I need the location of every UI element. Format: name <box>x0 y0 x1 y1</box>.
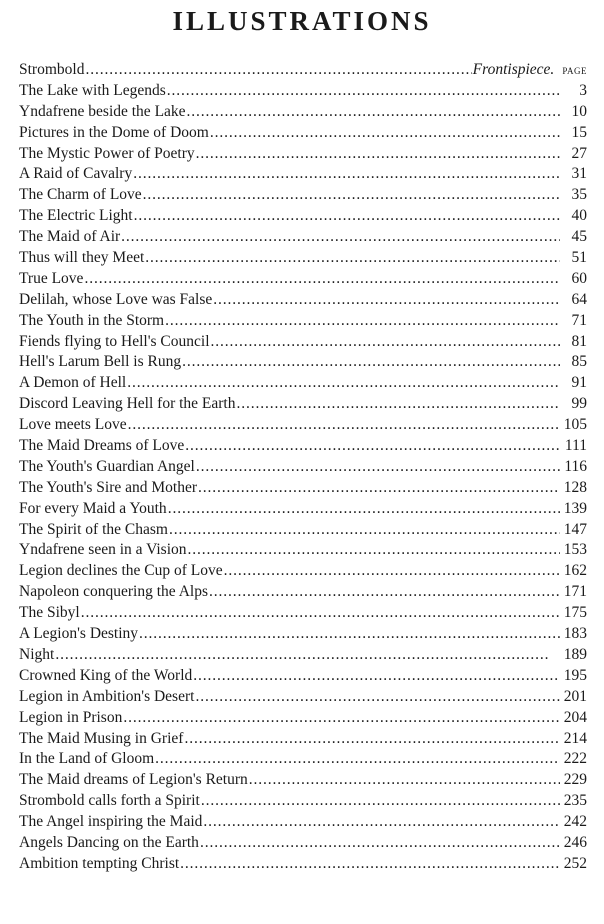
list-item <box>19 102 587 123</box>
list-item <box>19 812 587 833</box>
dot-leader <box>196 144 560 165</box>
dot-leader <box>211 332 560 353</box>
page-number: 204 <box>563 708 587 726</box>
illustration-title: Yndafrene seen in a Vision <box>19 541 187 559</box>
page-number: 183 <box>563 625 587 643</box>
illustration-title: The Maid of Air <box>19 228 121 246</box>
frontispiece-note: Frontispiece. <box>472 61 555 78</box>
list-item <box>19 791 587 812</box>
page-number: 10 <box>571 102 587 120</box>
page-number: 91 <box>571 374 587 392</box>
illustration-title: The Maid Musing in Grief <box>19 729 184 747</box>
page-number: 99 <box>571 395 587 413</box>
illustration-title: The Maid Dreams of Love <box>19 437 185 455</box>
page-number: 51 <box>571 249 587 267</box>
illustration-title: The Youth's Sire and Mother <box>19 478 198 496</box>
dot-leader <box>165 311 560 332</box>
page-number: 229 <box>563 771 587 789</box>
illustration-title: Discord Leaving Hell for the Earth <box>19 395 236 413</box>
illustration-title: The Electric Light <box>19 207 133 225</box>
dot-leader <box>55 645 560 666</box>
illustration-title: Hell's Larum Bell is Rung <box>19 353 182 371</box>
illustration-title: Angels Dancing on the Earth <box>19 833 199 851</box>
list-item <box>19 394 587 415</box>
page-number: 189 <box>563 645 587 663</box>
dot-leader <box>84 269 560 290</box>
dot-leader <box>213 290 560 311</box>
list-item <box>19 185 587 206</box>
page-number: 15 <box>571 123 587 141</box>
page-number: 162 <box>563 562 587 580</box>
page-number: 85 <box>571 353 587 371</box>
dot-leader <box>185 436 560 457</box>
page-number: 105 <box>563 416 587 434</box>
illustration-title: The Maid dreams of Legion's Return <box>19 771 248 789</box>
illustration-title: Delilah, whose Love was False <box>19 290 213 308</box>
illustration-title: Love meets Love <box>19 416 127 434</box>
illustration-title: A Legion's Destiny <box>19 625 139 643</box>
list-item <box>19 457 587 478</box>
list-item <box>19 311 587 332</box>
page-number: 246 <box>563 833 587 851</box>
illustration-title: A Demon of Hell <box>19 374 127 392</box>
page-number: 45 <box>571 228 587 246</box>
list-item <box>19 833 587 854</box>
page-number: 147 <box>563 520 587 538</box>
illustration-title: Thus will they Meet <box>19 249 145 267</box>
page-title: ILLUSTRATIONS <box>172 6 432 36</box>
dot-leader <box>121 227 560 248</box>
page-column-header: PAGE <box>562 66 587 76</box>
dot-leader <box>198 478 560 499</box>
dot-leader <box>184 729 560 750</box>
list-item <box>19 582 587 603</box>
list-item <box>19 603 587 624</box>
list-item <box>19 666 587 687</box>
dot-leader <box>203 812 560 833</box>
page-number: 201 <box>563 687 587 705</box>
dot-leader <box>167 81 560 102</box>
list-item <box>19 269 587 290</box>
dot-leader <box>187 102 560 123</box>
illustration-title: Pictures in the Dome of Doom <box>19 123 209 141</box>
illustration-title: Napoleon conquering the Alps <box>19 583 208 601</box>
dot-leader <box>180 854 560 875</box>
list-item <box>19 164 587 185</box>
list-item <box>19 499 587 520</box>
illustration-title: Crowned King of the World <box>19 666 193 684</box>
illustration-title: A Raid of Cavalry <box>19 165 133 183</box>
list-item <box>19 478 587 499</box>
page-number: 116 <box>564 457 587 475</box>
list-item <box>19 645 587 666</box>
page-number: 71 <box>571 311 587 329</box>
dot-leader <box>188 540 560 561</box>
dot-leader <box>123 708 560 729</box>
list-item <box>19 248 587 269</box>
page-number: 64 <box>571 290 587 308</box>
illustration-title: Night <box>19 645 55 663</box>
dot-leader <box>85 60 471 81</box>
dot-leader <box>182 352 560 373</box>
dot-leader <box>209 582 560 603</box>
page-number: 27 <box>571 144 587 162</box>
dot-leader <box>143 185 560 206</box>
dot-leader <box>224 561 560 582</box>
illustration-title: The Lake with Legends <box>19 81 166 99</box>
illustrations-list <box>19 60 587 875</box>
list-item <box>19 540 587 561</box>
page-number: 235 <box>563 792 587 810</box>
page-number: 139 <box>563 499 587 517</box>
illustration-title: Legion declines the Cup of Love <box>19 562 223 580</box>
dot-leader <box>155 749 560 770</box>
dot-leader <box>169 520 560 541</box>
dot-leader <box>128 415 560 436</box>
illustration-title: For every Maid a Youth <box>19 499 167 517</box>
list-item <box>19 332 587 353</box>
page-number: 3 <box>579 81 587 99</box>
page-number: 195 <box>563 666 587 684</box>
page-number: 40 <box>571 207 587 225</box>
illustration-title: The Angel inspiring the Maid <box>19 813 203 831</box>
list-item <box>19 624 587 645</box>
dot-leader <box>249 770 560 791</box>
list-item <box>19 729 587 750</box>
dot-leader <box>139 624 560 645</box>
page-number: 111 <box>564 437 587 455</box>
illustration-title: True Love <box>19 269 84 287</box>
dot-leader <box>193 666 560 687</box>
list-item <box>19 687 587 708</box>
list-item <box>19 206 587 227</box>
list-item <box>19 123 587 144</box>
illustration-title: In the Land of Gloom <box>19 750 155 768</box>
dot-leader <box>134 206 560 227</box>
frontispiece-title: Strombold <box>19 61 85 78</box>
illustration-title: The Youth in the Storm <box>19 311 165 329</box>
page-number: 222 <box>563 750 587 768</box>
dot-leader <box>81 603 560 624</box>
dot-leader <box>168 499 560 520</box>
page-number: 171 <box>563 583 587 601</box>
list-item <box>19 415 587 436</box>
illustration-title: Fiends flying to Hell's Council <box>19 332 210 350</box>
page-number: 242 <box>563 813 587 831</box>
illustration-title: Ambition tempting Christ <box>19 854 180 872</box>
dot-leader <box>200 833 560 854</box>
illustration-title: Legion in Ambition's Desert <box>19 687 195 705</box>
illustration-title: The Spirit of the Chasm <box>19 520 168 538</box>
page-number: 128 <box>563 478 587 496</box>
list-item <box>19 708 587 729</box>
list-item <box>19 770 587 791</box>
page-number: 35 <box>571 186 587 204</box>
dot-leader <box>237 394 561 415</box>
list-item <box>19 749 587 770</box>
dot-leader <box>196 457 560 478</box>
page-number: 31 <box>571 165 587 183</box>
illustration-title: The Sibyl <box>19 604 80 622</box>
page-number: 175 <box>563 604 587 622</box>
illustration-title: The Youth's Guardian Angel <box>19 457 195 475</box>
page-number: 153 <box>563 541 587 559</box>
illustration-title: Yndafrene beside the Lake <box>19 102 186 120</box>
page-number: 81 <box>571 332 587 350</box>
illustration-title: The Mystic Power of Poetry <box>19 144 195 162</box>
illustration-title: Legion in Prison <box>19 708 123 726</box>
dot-leader <box>195 687 560 708</box>
page-number: 60 <box>571 269 587 287</box>
list-item <box>19 520 587 541</box>
dot-leader <box>133 164 560 185</box>
dot-leader <box>145 248 560 269</box>
list-item <box>19 561 587 582</box>
dot-leader <box>127 373 560 394</box>
list-item <box>19 81 587 102</box>
list-item <box>19 352 587 373</box>
list-item <box>19 436 587 457</box>
list-item <box>19 290 587 311</box>
list-item <box>19 227 587 248</box>
illustration-title: Strombold calls forth a Spirit <box>19 792 200 810</box>
list-item <box>19 373 587 394</box>
frontispiece-row <box>19 60 587 81</box>
list-item <box>19 144 587 165</box>
dot-leader <box>201 791 560 812</box>
dot-leader <box>210 123 560 144</box>
illustration-title: The Charm of Love <box>19 186 142 204</box>
page-number: 214 <box>563 729 587 747</box>
page-number: 252 <box>563 854 587 872</box>
list-item <box>19 854 587 875</box>
